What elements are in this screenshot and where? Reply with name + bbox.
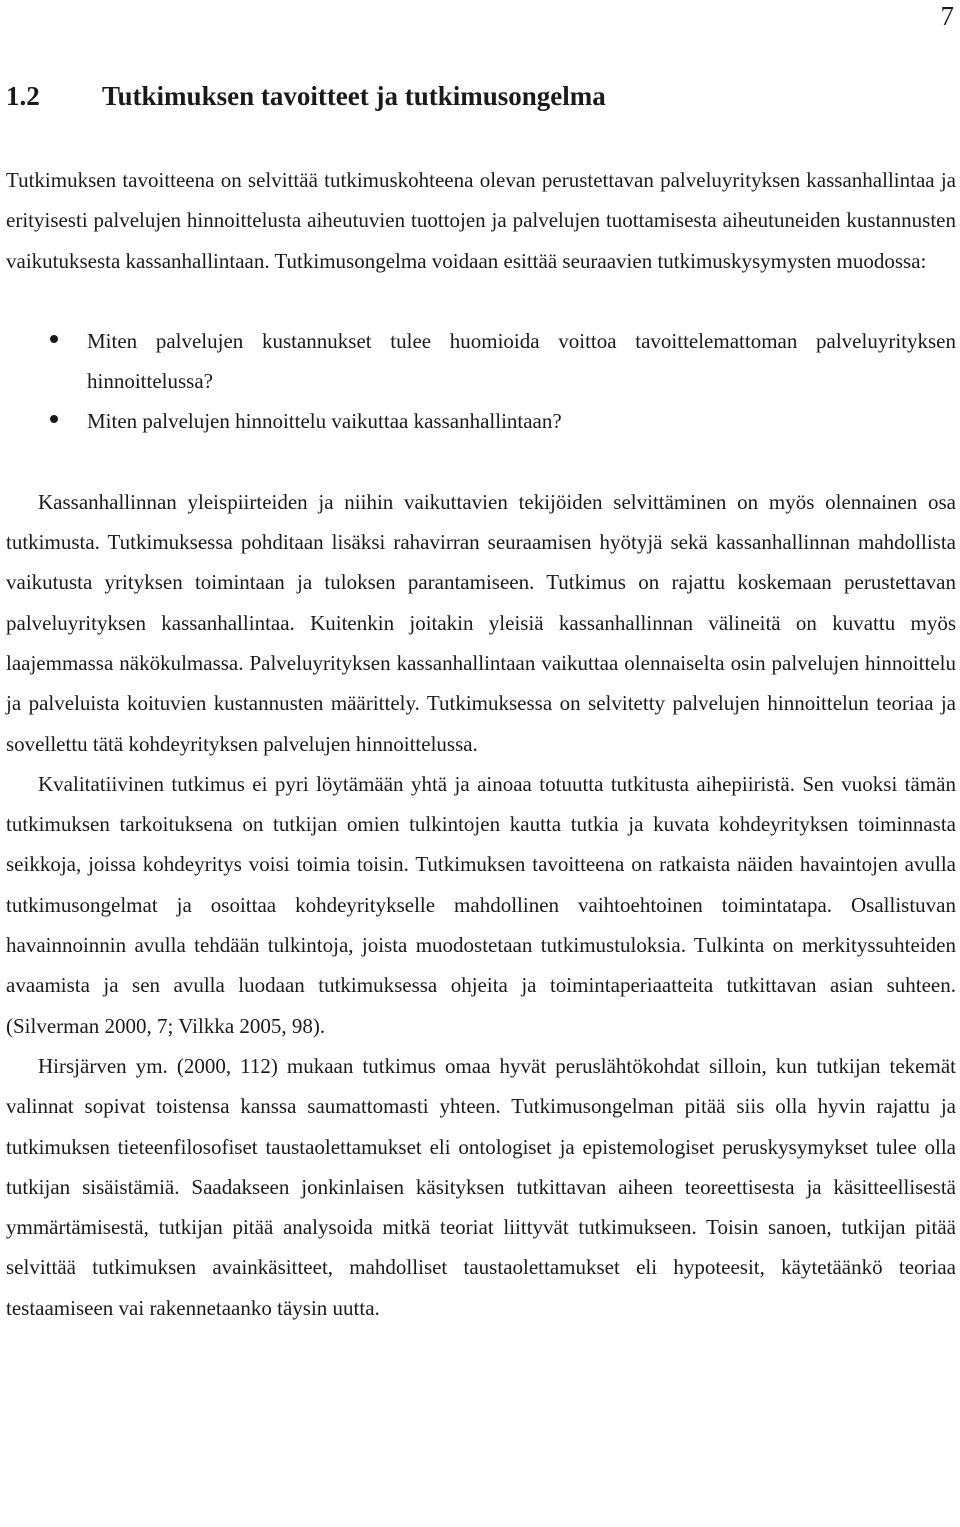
section-heading xyxy=(6,78,606,114)
page-number: 7 xyxy=(940,1,954,31)
list-item-text: Miten palvelujen kustannukset tulee huomioida voittoa tavoittelemattoman palveluyrityksen hinnoittelussa? xyxy=(87,328,956,394)
list-item xyxy=(6,321,956,402)
bullet-icon xyxy=(50,415,58,423)
spacer xyxy=(6,281,956,321)
document-body xyxy=(6,160,956,1328)
intro-paragraph: Tutkimuksen tavoitteena on selvittää tutkimuskohteena olevan perustettavan palveluyrityksen kassanhallintaa ja erityisesti palvelujen hinnoittelusta aiheutuvien tuottojen ja palvelujen tuottamisesta aiheutuneiden kustannusten vaikutuksesta kassanhallintaan. Tutkimusongelma voidaan esittää seuraavien tutkimuskysymysten muodossa: xyxy=(6,168,956,273)
section-number: 1.2 xyxy=(6,81,40,111)
paragraph-scope: Kassanhallinnan yleispiirteiden ja niihin vaikuttavien tekijöiden selvittäminen on myös olennainen osa tutkimusta. Tutkimuksessa pohditaan lisäksi rahavirran seuraamisen hyötyjä sekä kassanhallinnan mahdollista vaikutusta yrityksen toimintaan ja tuloksen parantamiseen. Tutkimus on rajattu koskemaan perustettavan palveluyrityksen kassanhallintaa. Kuitenkin joitakin yleisiä kassanhallinnan välineitä on kuvattu myös laajemmassa näkökulmassa. Palveluyrityksen kassanhallintaan vaikuttaa olennaiselta osin palvelujen hinnoittelu ja palveluista koituvien kustannusten määrittely. Tutkimuksessa on selvitetty palvelujen hinnoittelun teoriaa ja sovellettu tätä kohdeyrityksen palvelujen hinnoittelussa. xyxy=(6,489,956,756)
paragraph-hirsjarvi: Hirsjärven ym. (2000, 112) mukaan tutkimus omaa hyvät peruslähtökohdat silloin, kun tutkijan tekemät valinnat sopivat toistensa kanssa saumattomasti yhteen. Tutkimusongelman pitää siis olla hyvin rajattu ja tutkimuksen tieteenfilosofiset taustaolettamukset eli ontologiset ja epistemologiset peruskysymykset tulee olla tutkijan sisäistämiä. Saadakseen jonkinlaisen käsityksen tutkittavan aiheen teoreettisesta ja käsitteellisestä ymmärtämisestä, tutkijan pitää analysoida mitkä teoriat liittyvät tutkimukseen. Toisin sanoen, tutkijan pitää selvittää tutkimuksen avainkäsitteet, mahdolliset taustaolettamukset eli hypoteesit, käytetäänkö teoriaa testaamiseen vai rakennetaanko täysin uutta. xyxy=(6,1053,956,1320)
bullet-icon xyxy=(50,335,58,343)
section-title: Tutkimuksen tavoitteet ja tutkimusongelma xyxy=(102,81,606,111)
research-questions-list xyxy=(6,321,956,442)
list-item-text: Miten palvelujen hinnoittelu vaikuttaa kassanhallintaan? xyxy=(87,409,562,434)
list-item xyxy=(6,401,956,441)
paragraph-qualitative: Kvalitatiivinen tutkimus ei pyri löytämään yhtä ja ainoaa totuutta tutkitusta aihepiiristä. Sen vuoksi tämän tutkimuksen tarkoituksena on tutkijan omien tulkintojen kautta tutkia ja kuvata kohdeyrityksen toiminnasta seikkoja, joissa kohdeyritys voisi toimia toisin. Tutkimuksen tavoitteena on ratkaista näiden havaintojen avulla tutkimusongelmat ja osoittaa kohdeyritykselle mahdollinen vaihtoehtoinen toimintatapa. Osallistuvan havainnoinnin avulla tehdään tulkintoja, joista muodostetaan tutkimustuloksia. Tulkinta on merkityssuhteiden avaamista ja sen avulla luodaan tutkimuksessa ohjeita ja toimintaperiaatteita tutkittavan asian suhteen. (Silverman 2000, 7; Vilkka 2005, 98). xyxy=(6,771,956,1038)
spacer xyxy=(6,442,956,482)
